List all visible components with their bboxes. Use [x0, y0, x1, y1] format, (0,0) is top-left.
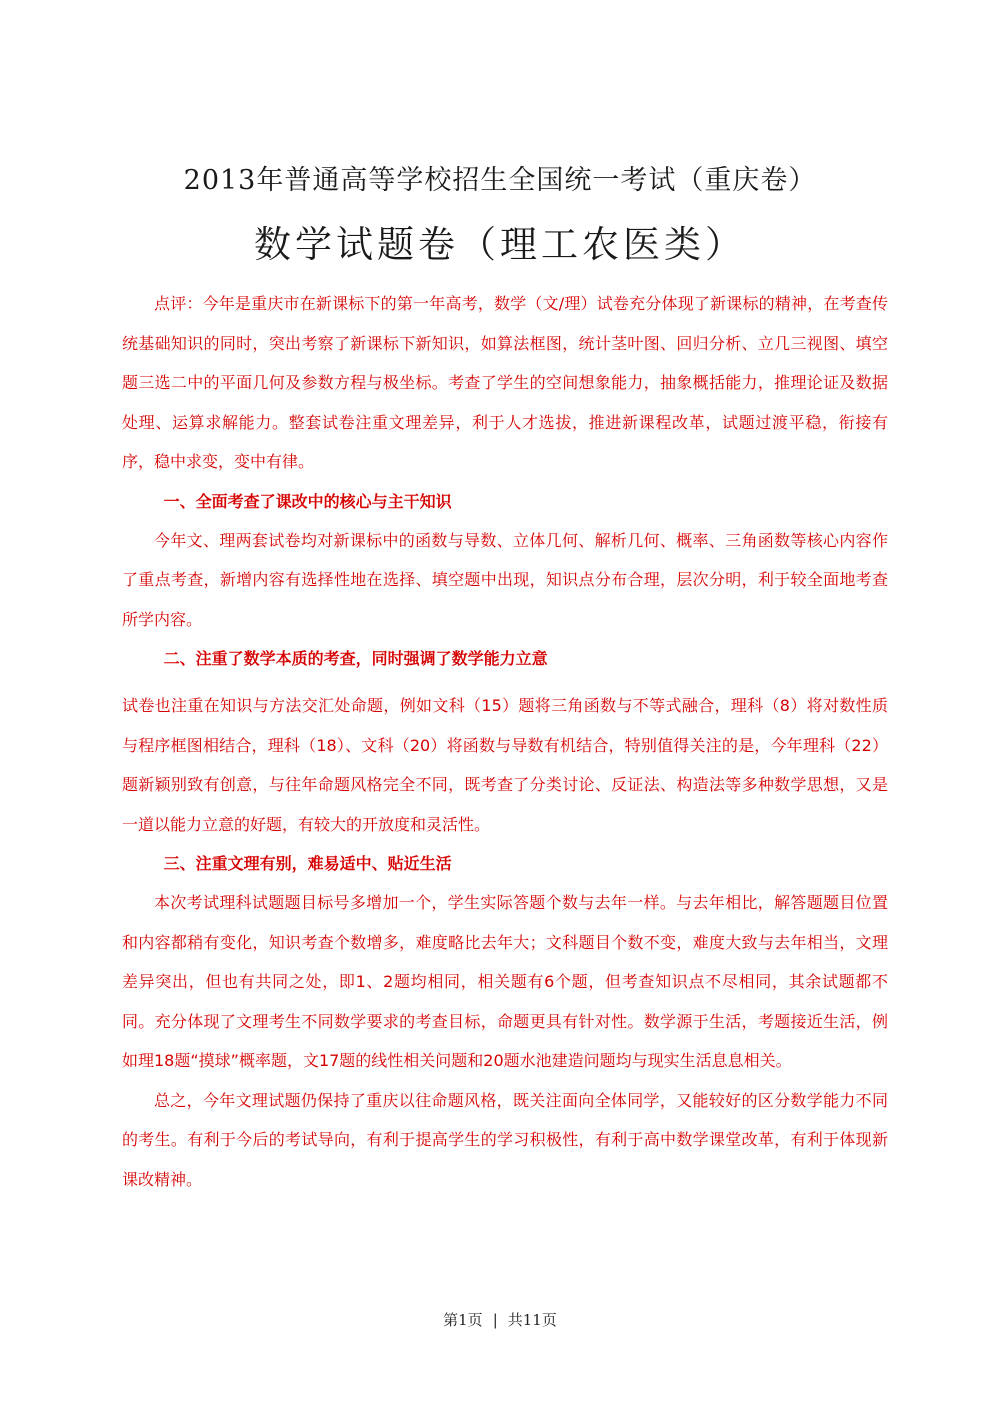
section-paragraph-3: 本次考试理科试题题目标号多增加一个，学生实际答题个数与去年一样。与去年相比，解答题题目位置和内容都稍有变化，知识考查个数增多，难度略比去年大；文科题目个数不变，难度大致与去年相当，文理差异突出，但也有共同之处，即1、2题均相同，相关题有6个题，但考查知识点不尽相同，其余试题都不同。充分体现了文理考生不同数学要求的考查目标，命题更具有针对性。数学源于生活，考题接近生活，例如理18题“摸球”概率题，文17题的线性相关问题和20题水池建造问题均与现实生活息息相关。 [122, 893, 888, 1070]
section-heading-1: 一、全面考查了课改中的核心与主干知识 [163, 491, 452, 511]
current-page-label: 第1页 [443, 1311, 483, 1329]
section-heading-3: 三、注重文理有别，难易适中、贴近生活 [163, 854, 452, 873]
exam-subtitle: 数学试题卷（理工农医类） [254, 223, 746, 266]
intro-paragraph: 点评：今年是重庆市在新课标下的第一年高考，数学（文/理）试卷充分体现了新课标的精神，在考查传统基础知识的同时，突出考察了新课标下新知识，如算法框图，统计茎叶图、回归分析、立几三视图、填空题三选二中的平面几何及参数方程与极坐标。考查了学生的空间想象能力，抽象概括能力，推理论证及数据处理、运算求解能力。整套试卷注重文理差异，利于人才选拔，推进新课程改革，试题过渡平稳，衔接有序，稳中求变，变中有律。 [122, 294, 888, 471]
conclusion-paragraph: 总之，今年文理试题仍保持了重庆以往命题风格，既关注面向全体同学，又能较好的区分数学能力不同的考生。有利于今后的考试导向，有利于提高学生的学习积极性，有利于高中数学课堂改革，有利于体现新课改精神。 [122, 1090, 888, 1189]
section-paragraph-1: 今年文、理两套试卷均对新课标中的函数与导数、立体几何、解析几何、概率、三角函数等核心内容作了重点考查，新增内容有选择性地在选择、填空题中出现，知识点分布合理，层次分明，利于较全面地考查所学内容。 [122, 530, 888, 629]
section-heading-2: 二、注重了数学本质的考查，同时强调了数学能力立意 [163, 649, 548, 668]
exam-title: 2013年普通高等学校招生全国统一考试（重庆卷） [183, 165, 817, 196]
footer-separator: | [492, 1311, 498, 1329]
total-pages-label: 共11页 [507, 1311, 557, 1329]
page-footer [0, 1309, 1000, 1330]
commentary-body [122, 284, 888, 1199]
section-paragraph-2: 试卷也注重在知识与方法交汇处命题，例如文科（15）题将三角函数与不等式融合，理科（8）将对数性质与程序框图相结合，理科（18）、文科（20）将函数与导数有机结合，特别值得关注的是，今年理科（22）题新颖别致有创意，与往年命题风格完全不同，既考查了分类讨论、反证法、构造法等多种数学思想，又是一道以能力立意的好题，有较大的开放度和灵活性。 [122, 696, 888, 834]
